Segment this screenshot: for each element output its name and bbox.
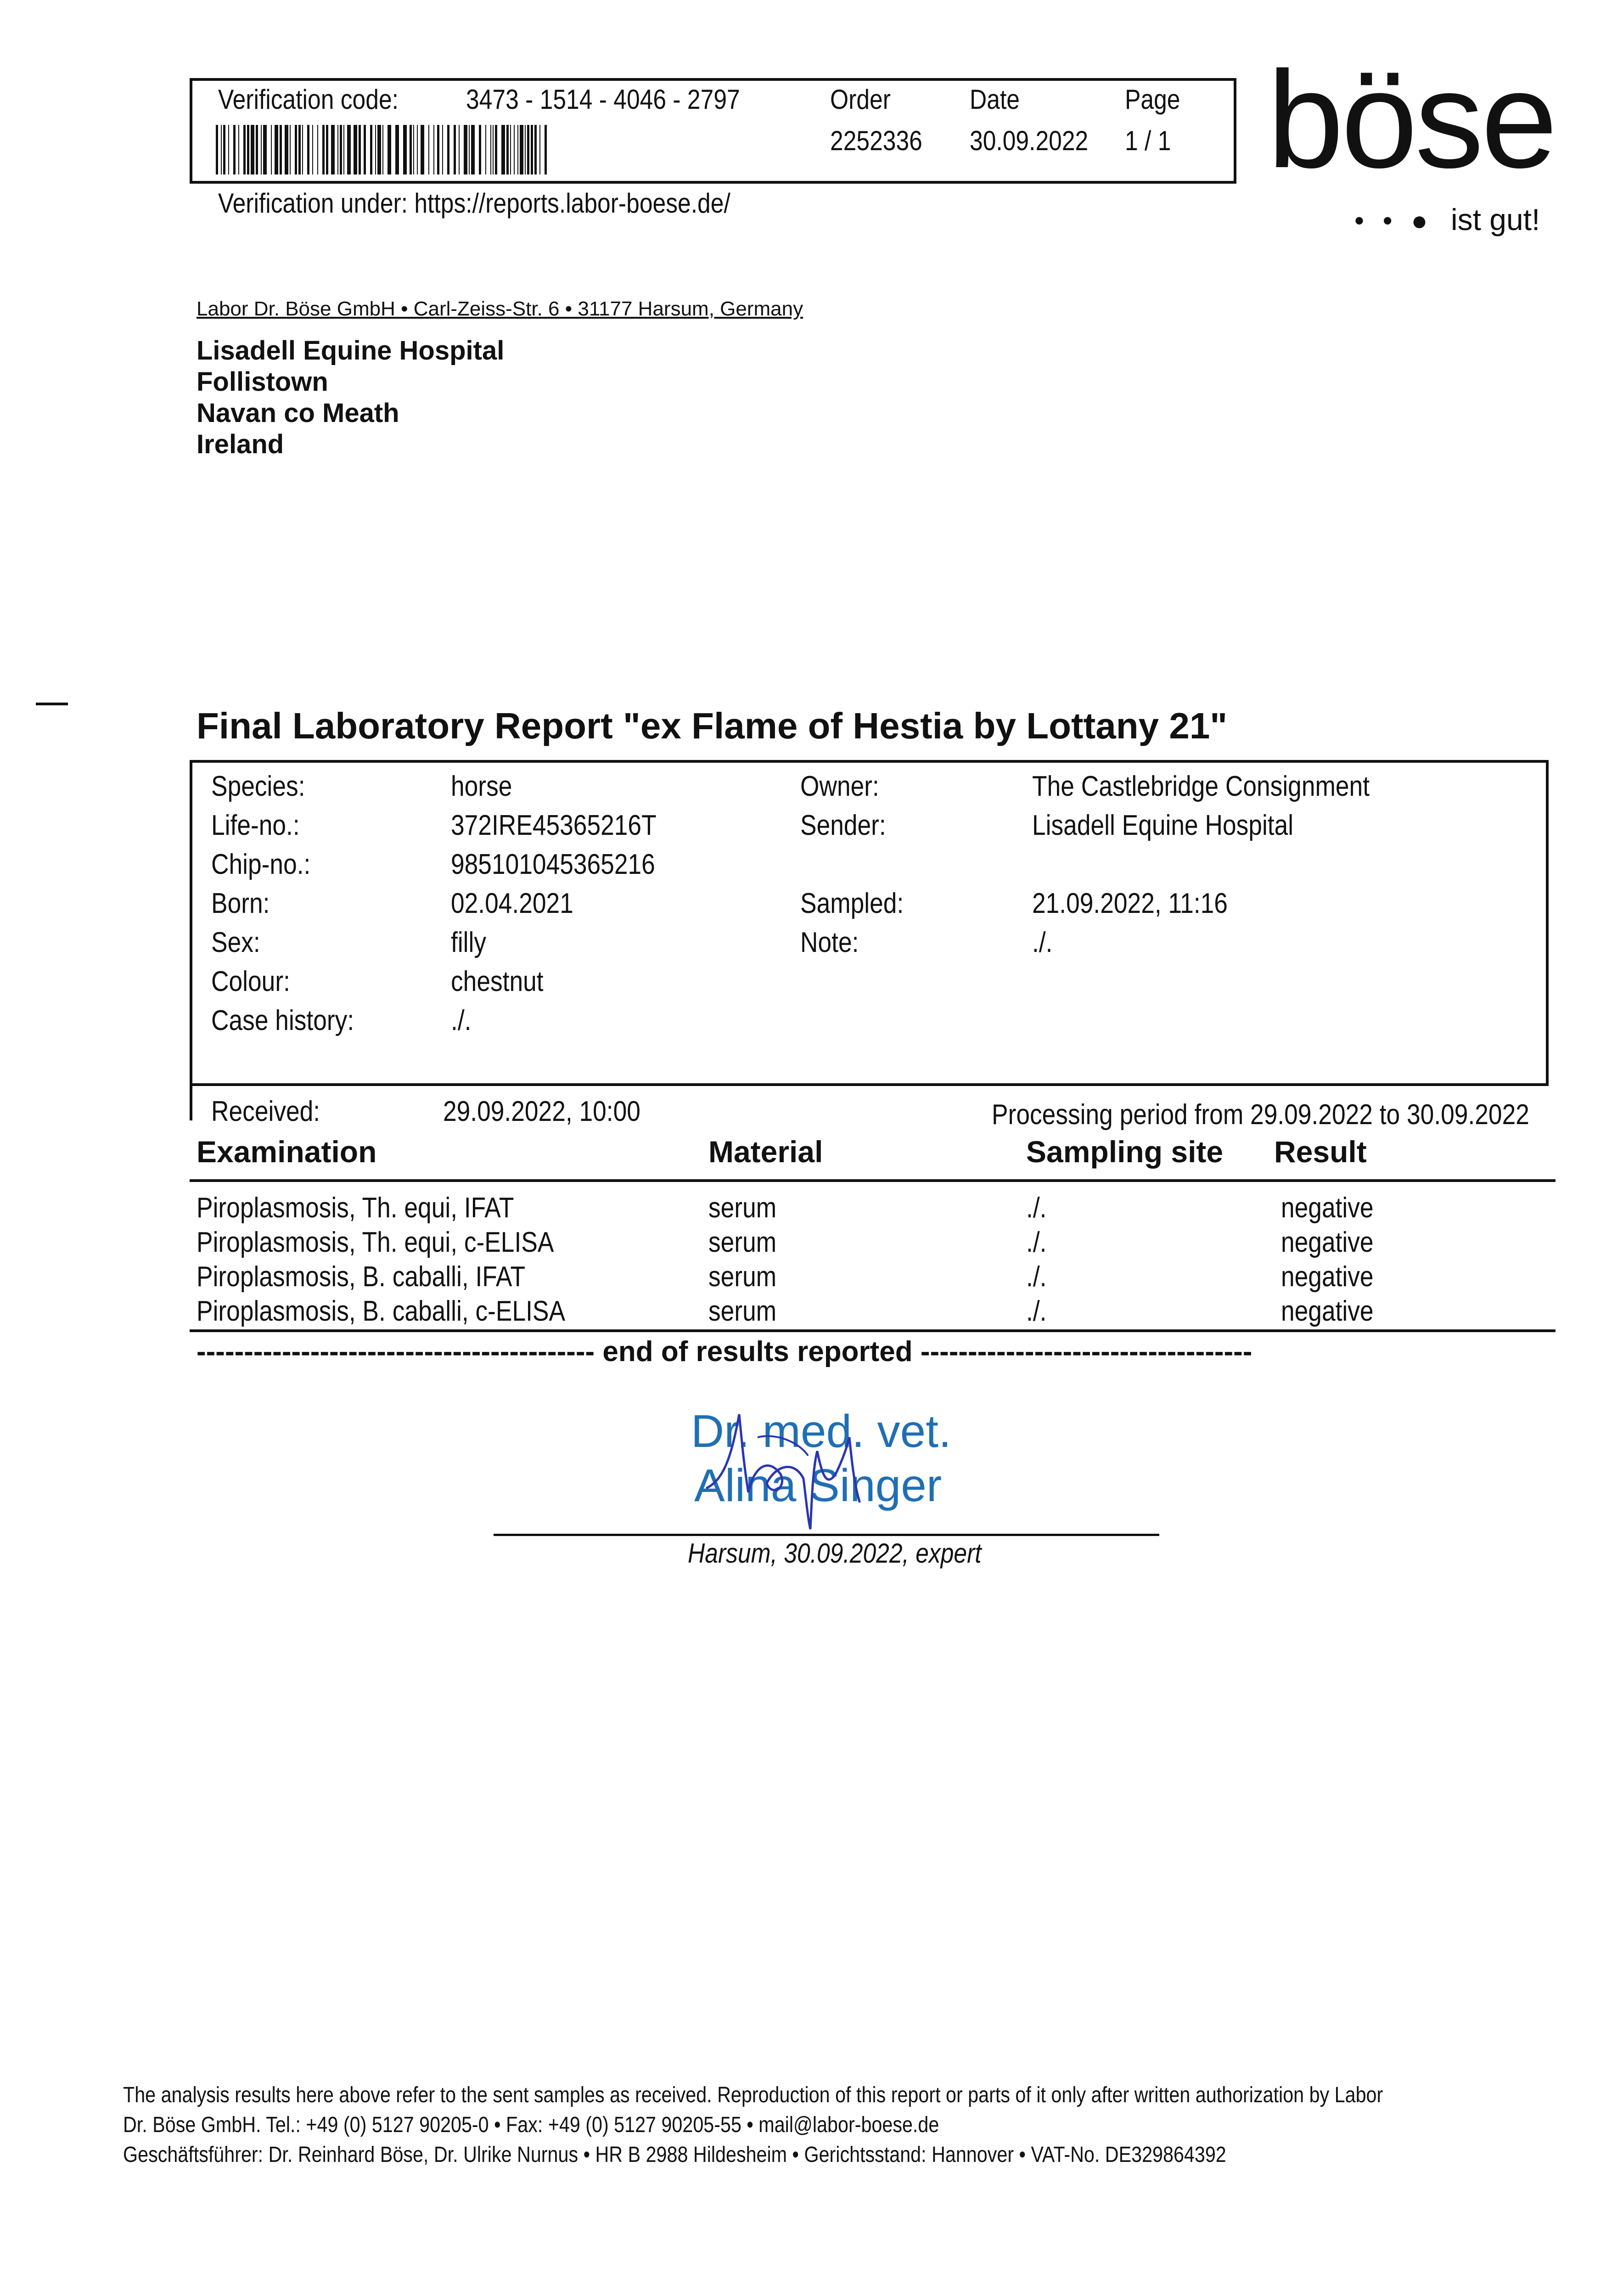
barcode-bar: [347, 125, 351, 174]
barcode-bar: [413, 125, 414, 174]
footer-line-1: The analysis results here above refer to the sent samples as received. Reproduction of this report or parts of it only after written authorization by Labor: [123, 2083, 1383, 2107]
date-label: Date: [970, 84, 1020, 115]
barcode-bar: [447, 125, 449, 174]
barcode-bar: [417, 125, 418, 174]
barcode-bar: [437, 125, 439, 174]
sampled-value: 21.09.2022, 11:16: [1032, 888, 1228, 919]
barcode-bar: [243, 125, 246, 174]
barcode-bar: [290, 125, 291, 174]
barcode-bar: [545, 125, 547, 174]
barcode-bar: [403, 125, 407, 174]
table-cell-site: ./.: [1026, 1227, 1047, 1258]
barcode-bar: [410, 125, 412, 174]
case-history-label: Case history:: [211, 1005, 354, 1036]
barcode-bar: [454, 125, 456, 174]
barcode-bar: [520, 125, 523, 174]
verification-url: Verification under: https://reports.labor-boese.de/: [218, 188, 730, 219]
note-label: Note:: [800, 927, 859, 958]
sender-value: Lisadell Equine Hospital: [1032, 810, 1294, 841]
barcode-bar: [375, 125, 376, 174]
table-cell-site: ./.: [1026, 1192, 1047, 1224]
barcode-bar: [256, 125, 258, 174]
received-value: 29.09.2022, 10:00: [443, 1096, 640, 1127]
species-value: horse: [451, 771, 512, 802]
table-cell-result: negative: [1281, 1227, 1374, 1258]
barcode-bar: [331, 125, 335, 174]
bose-logo: böse: [1267, 42, 1555, 197]
barcode-bar: [317, 125, 318, 174]
barcode-bar: [233, 125, 236, 174]
barcode-bar: [527, 125, 529, 174]
verification-code-value: 3473 - 1514 - 4046 - 2797: [466, 84, 740, 115]
dots-icon: • • ●: [1354, 205, 1433, 236]
barcode-bar: [433, 125, 434, 174]
verification-code-label: Verification code:: [218, 84, 399, 115]
sender-address: Labor Dr. Böse GmbH • Carl-Zeiss-Str. 6 • 31177 Harsum, Germany: [197, 298, 803, 320]
signature-stamp-title: Dr. med. vet.: [691, 1406, 951, 1457]
footer-line-2: Dr. Böse GmbH. Tel.: +49 (0) 5127 90205-0 • Fax: +49 (0) 5127 90205-55 • mail@labor-boese.de: [123, 2113, 939, 2137]
table-cell-result: negative: [1281, 1192, 1374, 1224]
recipient-line-2: Follistown: [197, 367, 328, 397]
sex-value: filly: [451, 927, 487, 958]
barcode-bar: [285, 125, 288, 174]
barcode-bar: [510, 125, 511, 174]
barcode-bar: [223, 125, 225, 174]
processing-period: Processing period from 29.09.2022 to 30.09.2022: [992, 1099, 1529, 1131]
colour-label: Colour:: [211, 966, 290, 997]
table-cell-site: ./.: [1026, 1261, 1047, 1293]
life-no-label: Life-no.:: [211, 810, 300, 841]
barcode-bar: [421, 125, 424, 174]
table-row: Piroplasmosis, Th. equi, c-ELISA: [197, 1227, 554, 1258]
case-history-value: ./.: [451, 1005, 472, 1036]
report-title: Final Laboratory Report "ex Flame of Hestia by Lottany 21": [197, 705, 1228, 746]
barcode-bar: [395, 125, 399, 174]
barcode-bar: [514, 125, 515, 174]
barcode-bar: [251, 125, 254, 174]
barcode-bar: [539, 125, 540, 174]
barcode-bar: [479, 125, 481, 174]
barcode-bar: [428, 125, 429, 174]
barcode-image: [216, 125, 551, 174]
note-value: ./.: [1032, 927, 1053, 958]
barcode-bar: [340, 125, 342, 174]
born-label: Born:: [211, 888, 270, 919]
barcode-bar: [469, 125, 470, 174]
barcode-bar: [298, 125, 301, 174]
col-examination: Examination: [197, 1135, 377, 1169]
barcode-bar: [464, 125, 467, 174]
barcode-bar: [228, 125, 229, 174]
barcode-bar: [442, 125, 443, 174]
barcode-bar: [370, 125, 372, 174]
page-label: Page: [1125, 84, 1180, 115]
table-cell-material: serum: [708, 1295, 777, 1327]
recipient-line-3: Navan co Meath: [197, 398, 399, 428]
barcode-bar: [534, 125, 537, 174]
order-label: Order: [830, 84, 891, 115]
barcode-bar: [295, 125, 297, 174]
footer-line-3: Geschäftsführer: Dr. Reinhard Böse, Dr. Ulrike Nurnus • HR B 2988 Hildesheim • Gerichtsstand: Hannover • VAT-No. DE329864392: [123, 2143, 1226, 2167]
barcode-bar: [490, 125, 491, 174]
signature-stamp-name: Alina Singer: [694, 1460, 942, 1511]
fold-mark: [36, 703, 68, 705]
barcode-bar: [247, 125, 249, 174]
barcode-bar: [326, 125, 328, 174]
order-value: 2252336: [830, 125, 922, 156]
barcode-bar: [471, 125, 475, 174]
barcode-bar: [275, 125, 278, 174]
barcode-bar: [387, 125, 391, 174]
sender-label: Sender:: [800, 810, 886, 841]
table-cell-site: ./.: [1026, 1295, 1047, 1327]
table-cell-result: negative: [1281, 1261, 1374, 1293]
barcode-bar: [495, 125, 497, 174]
barcode-bar: [506, 125, 509, 174]
col-material: Material: [708, 1135, 823, 1169]
table-row: Piroplasmosis, B. caballi, IFAT: [197, 1261, 526, 1293]
barcode-bar: [517, 125, 518, 174]
owner-value: The Castlebridge Consignment: [1032, 771, 1370, 802]
received-left-border: [190, 1085, 192, 1120]
signature-caption: Harsum, 30.09.2022, expert: [688, 1538, 982, 1569]
col-sampling-site: Sampling site: [1026, 1135, 1224, 1169]
barcode-bar: [501, 125, 505, 174]
sampled-label: Sampled:: [800, 888, 904, 919]
recipient-line-4: Ireland: [197, 429, 284, 459]
sex-label: Sex:: [211, 927, 260, 958]
logo-tagline: • • ● ist gut!: [1354, 203, 1540, 236]
handwritten-signature-icon: [689, 1396, 964, 1534]
date-value: 30.09.2022: [970, 125, 1089, 156]
chip-no-value: 985101045365216: [451, 849, 655, 880]
barcode-bar: [221, 125, 222, 174]
barcode-bar: [322, 125, 325, 174]
barcode-bar: [337, 125, 338, 174]
recipient-line-1: Lisadell Equine Hospital: [197, 336, 505, 366]
col-result: Result: [1274, 1135, 1367, 1169]
table-cell-material: serum: [708, 1261, 777, 1293]
barcode-bar: [493, 125, 494, 174]
table-bottom-rule: [190, 1329, 1556, 1332]
barcode-bar: [302, 125, 303, 174]
table-cell-material: serum: [708, 1227, 777, 1258]
barcode-bar: [280, 125, 282, 174]
barcode-bar: [271, 125, 272, 174]
born-value: 02.04.2021: [451, 888, 573, 919]
barcode-bar: [261, 125, 262, 174]
barcode-bar: [485, 125, 486, 174]
colour-value: chestnut: [451, 966, 544, 997]
barcode-bar: [377, 125, 381, 174]
barcode-bar: [312, 125, 313, 174]
barcode-bar: [531, 125, 533, 174]
barcode-bar: [263, 125, 267, 174]
barcode-bar: [216, 125, 218, 174]
barcode-bar: [359, 125, 361, 174]
chip-no-label: Chip-no.:: [211, 849, 311, 880]
barcode-bar: [307, 125, 309, 174]
barcode-bar: [343, 125, 344, 174]
signature-line: [494, 1534, 1159, 1536]
table-row: Piroplasmosis, Th. equi, IFAT: [197, 1192, 514, 1224]
barcode-bar: [459, 125, 460, 174]
barcode-bar: [525, 125, 526, 174]
barcode-bar: [354, 125, 357, 174]
received-label: Received:: [211, 1096, 320, 1127]
table-cell-material: serum: [708, 1192, 777, 1224]
barcode-bar: [382, 125, 383, 174]
table-cell-result: negative: [1281, 1295, 1374, 1327]
table-header-rule: [190, 1179, 1556, 1182]
end-of-results: ------------------------------------------ end of results reported -----------------------------------: [197, 1336, 1252, 1367]
table-row: Piroplasmosis, B. caballi, c-ELISA: [197, 1295, 566, 1327]
barcode-bar: [238, 125, 239, 174]
species-label: Species:: [211, 771, 305, 802]
barcode-bar: [364, 125, 366, 174]
page-value: 1 / 1: [1125, 125, 1171, 156]
life-no-value: 372IRE45365216T: [451, 810, 657, 841]
owner-label: Owner:: [800, 771, 879, 802]
